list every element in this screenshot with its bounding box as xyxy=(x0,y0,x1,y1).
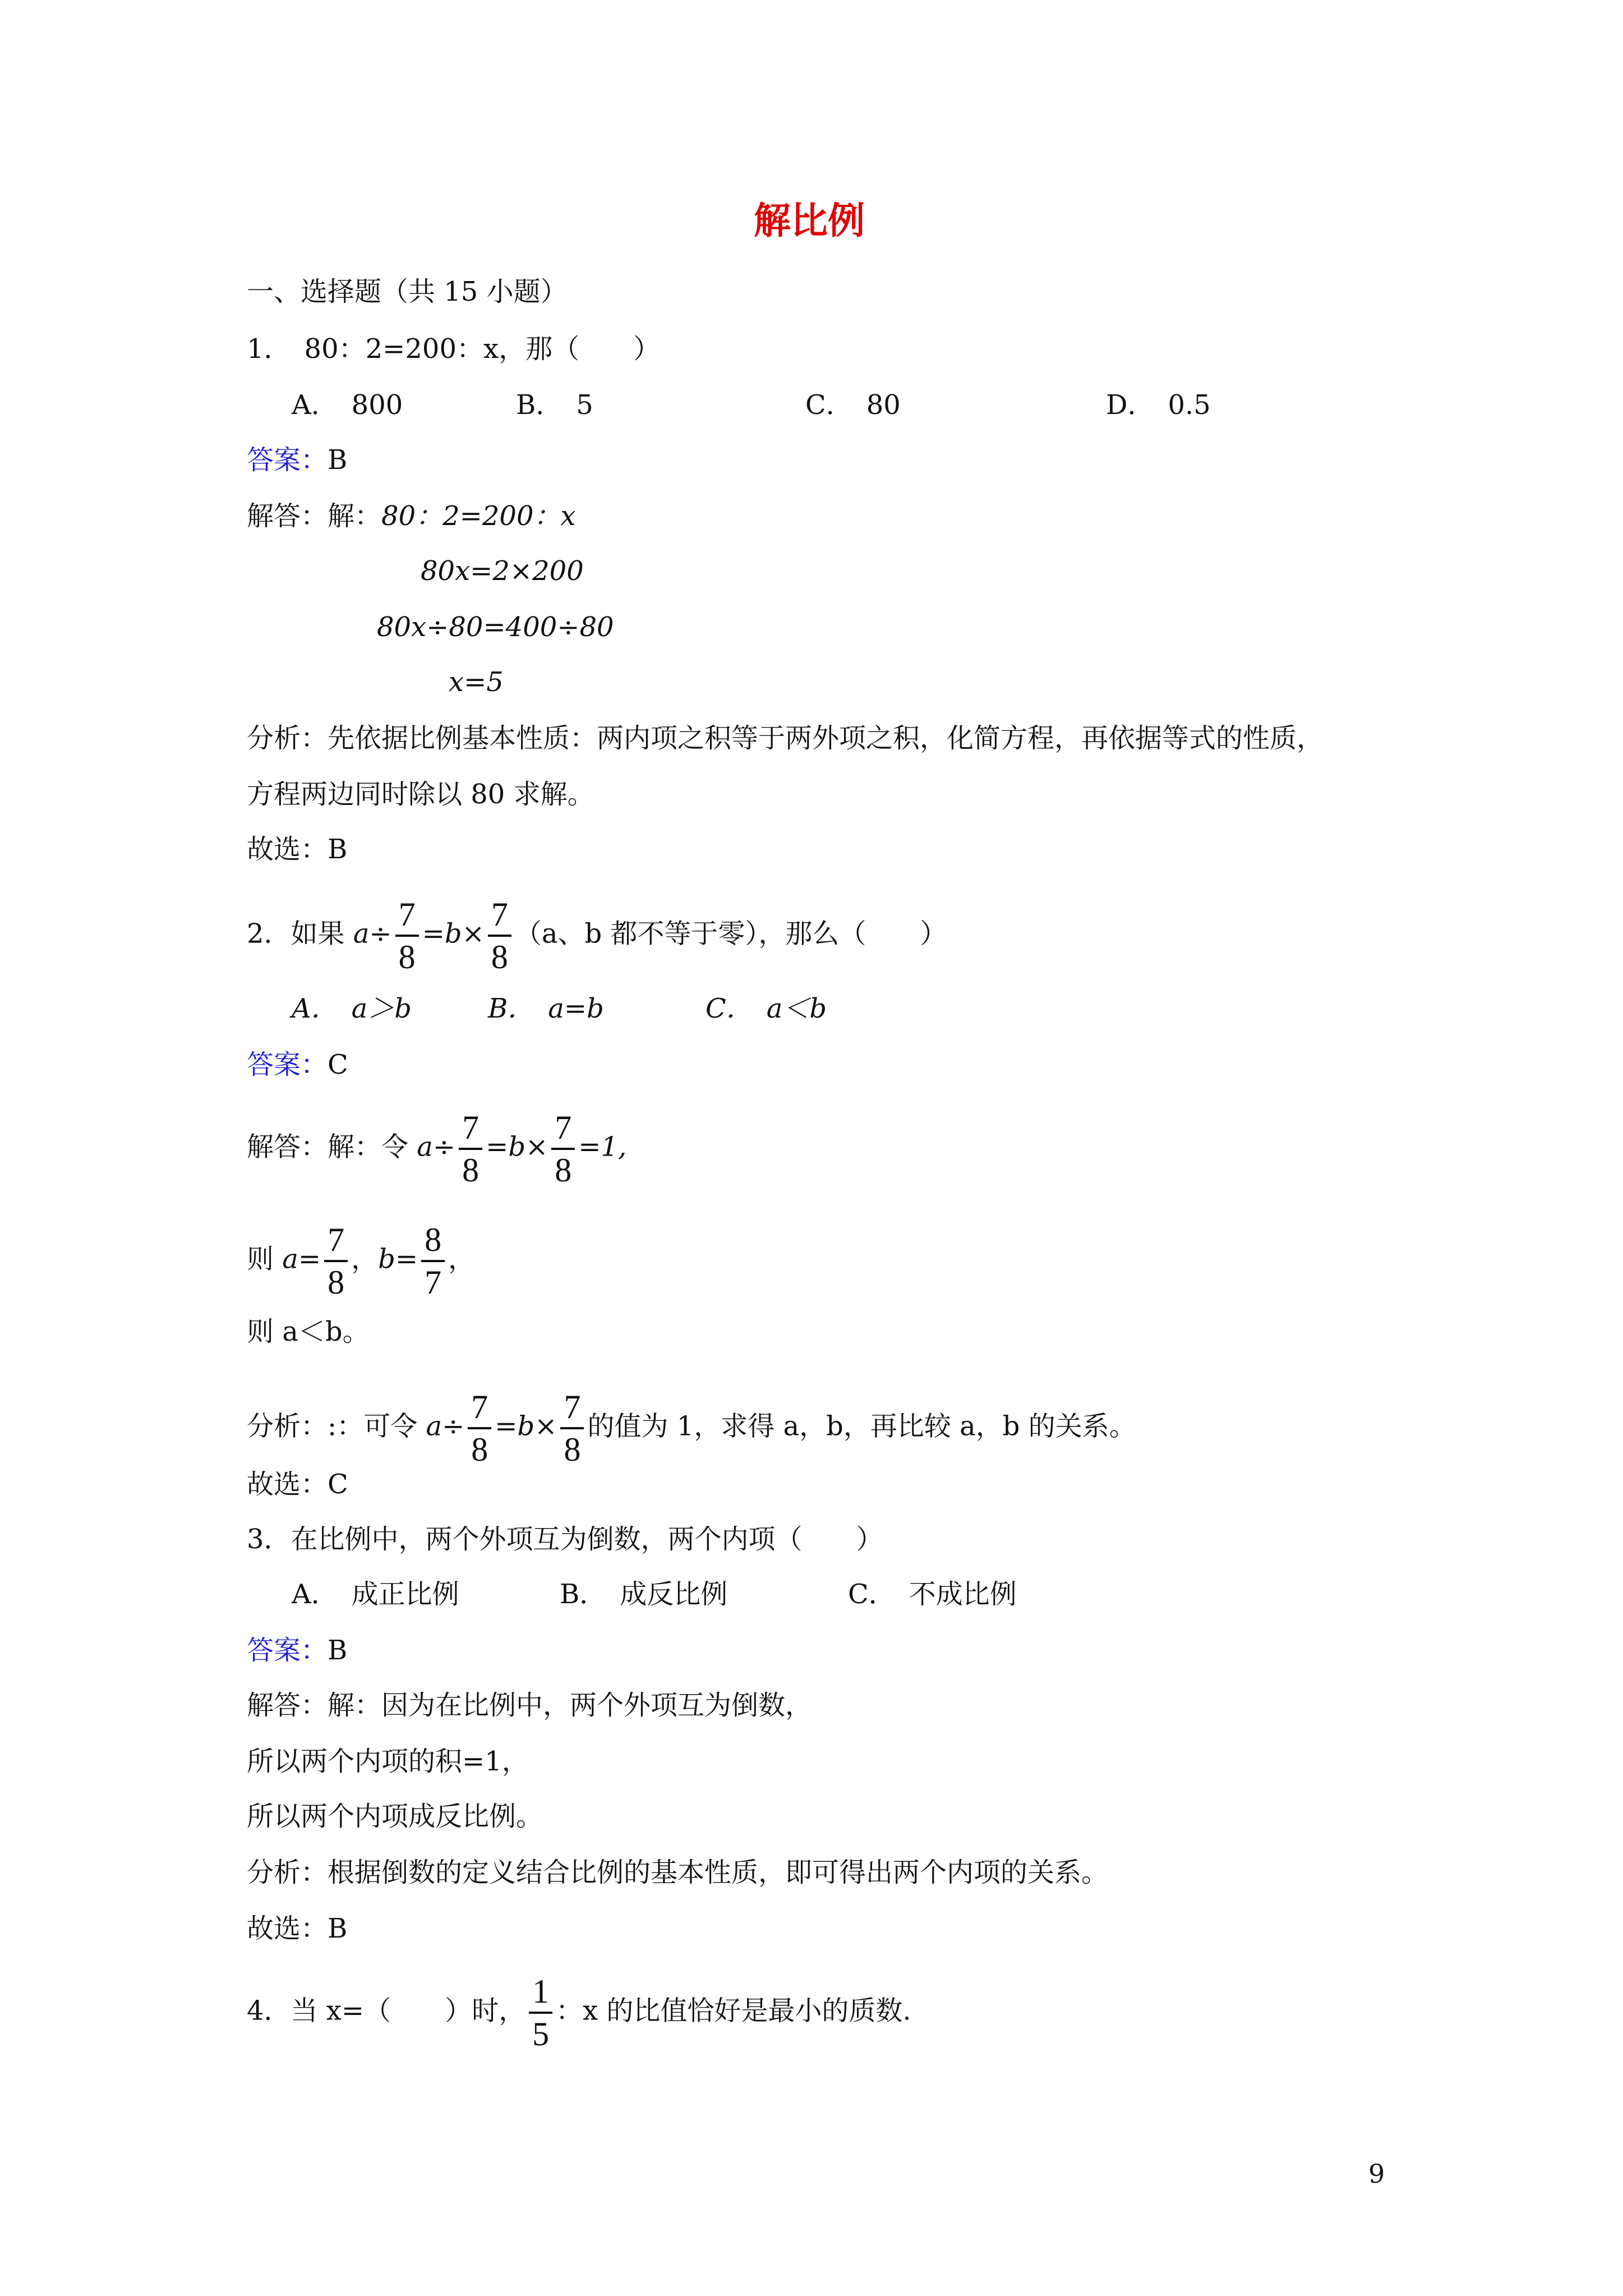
q2-stem-eq-b-times: =b× xyxy=(422,918,485,950)
q1-analysis-line-2: 方程两边同时除以 80 求解。 xyxy=(247,779,594,810)
choose-label: 故选： xyxy=(247,834,328,865)
analysis-label: 分析： xyxy=(247,1857,328,1888)
q3-answer-value: B xyxy=(328,1635,348,1666)
q3-analysis-line xyxy=(247,1859,1108,1886)
q4-stem xyxy=(247,1975,911,2051)
q1-analysis-text-1: 先依据比例基本性质：两内项之积等于两外项之积，化简方程，再依据等式的性质， xyxy=(328,723,1324,754)
fraction-numerator: 7 xyxy=(560,1390,584,1429)
fraction-denominator: 8 xyxy=(564,1431,581,1468)
q2-choose-line xyxy=(247,1471,348,1498)
choose-label: 故选： xyxy=(247,1469,328,1500)
q3-analysis-text: 根据倒数的定义结合比例的基本性质，即可得出两个内项的关系。 xyxy=(328,1857,1109,1888)
solution-label: 解答： xyxy=(247,1690,328,1721)
q4-stem-fraction xyxy=(529,1975,552,2051)
analysis-label: 分析： xyxy=(247,1410,328,1442)
q1-solution-step-2: 80x=2×200 xyxy=(421,555,584,587)
q3-option-a: A． 成正比例 xyxy=(292,1579,459,1610)
q2-option-c: C． a＜b xyxy=(706,993,827,1024)
solution-label: 解答： xyxy=(247,500,328,532)
q3-stem: 3．在比例中，两个外项互为倒数，两个内项（ ） xyxy=(247,1524,883,1555)
q3-solution-text-1: 解：因为在比例中，两个外项互为倒数， xyxy=(328,1690,813,1721)
q2-stem-fraction-1 xyxy=(395,898,419,974)
q3-solution-line-1 xyxy=(247,1692,812,1719)
fraction-denominator: 8 xyxy=(471,1431,488,1468)
q2-analysis-eq-b-times: =b× xyxy=(495,1410,557,1442)
q1-option-a: A． 800 xyxy=(292,389,403,421)
fraction-numerator: 7 xyxy=(395,898,419,937)
q2-solution-line-2 xyxy=(247,1223,475,1299)
q2-solution-fraction-1 xyxy=(459,1111,482,1187)
q2-a-fraction xyxy=(324,1223,348,1299)
q1-choose-value: B xyxy=(328,834,348,865)
q3-option-c: C． 不成比例 xyxy=(848,1579,1017,1610)
q2-solution-prefix: 解：令 xyxy=(328,1131,417,1163)
q1-answer-value: B xyxy=(328,444,348,476)
q1-stem: 1． 80：2=200：x，那（ ） xyxy=(247,333,661,365)
q2-then: 则 xyxy=(247,1243,283,1275)
q2-analysis-suffix: 的值为 1，求得 a，b，再比较 a，b 的关系。 xyxy=(587,1410,1136,1442)
fraction-numerator: 7 xyxy=(488,898,511,937)
fraction-denominator: 8 xyxy=(328,1264,345,1301)
q2-solution-eq-b-times: =b× xyxy=(486,1131,548,1163)
fraction-denominator: 8 xyxy=(462,1152,479,1189)
fraction-denominator: 8 xyxy=(491,938,508,976)
fraction-numerator: 7 xyxy=(324,1223,348,1262)
fraction-numerator: 7 xyxy=(459,1111,482,1150)
q3-choose-line xyxy=(247,1915,347,1942)
q2-stem-a-div: a÷ xyxy=(353,918,392,950)
solution-label: 解答： xyxy=(247,1131,328,1163)
q2-solution-eq-one: =1, xyxy=(578,1131,627,1163)
q2-stem-fraction-2 xyxy=(488,898,511,974)
q1-option-c: C． 80 xyxy=(805,389,901,421)
q1-solution-line xyxy=(247,500,576,532)
q3-solution-line-3: 所以两个内项成反比例。 xyxy=(247,1801,543,1832)
q4-stem-prefix: 4．当 x=（ ）时， xyxy=(247,1995,526,2027)
q1-solution-step-3: 80x÷80=400÷80 xyxy=(377,611,614,643)
q2-comma: ， xyxy=(351,1243,379,1275)
fraction-denominator: 7 xyxy=(425,1264,442,1301)
section-heading: 一、选择题（共 15 小题） xyxy=(247,276,568,307)
answer-label: 答案： xyxy=(247,1635,328,1666)
q2-analysis-prefix: :：可令 xyxy=(328,1410,426,1442)
choose-label: 故选： xyxy=(247,1913,328,1944)
fraction-numerator: 1 xyxy=(529,1975,552,2014)
q1-answer-line xyxy=(247,444,348,476)
fraction-denominator: 8 xyxy=(555,1152,572,1189)
q1-option-b: B． 5 xyxy=(516,389,593,421)
analysis-label: 分析： xyxy=(247,723,328,754)
q2-analysis-fraction-2 xyxy=(560,1390,584,1466)
q2-stem-suffix: （a、b 都不等于零），那么（ ） xyxy=(514,918,947,950)
q2-stem xyxy=(247,898,947,974)
fraction-denominator: 5 xyxy=(532,2016,550,2053)
q2-solution-fraction-2 xyxy=(551,1111,575,1187)
q2-stem-prefix: 2．如果 xyxy=(247,918,353,950)
q2-answer-value: C xyxy=(328,1049,348,1080)
q2-b-fraction xyxy=(421,1223,445,1299)
q2-solution-line-3: 则 a＜b。 xyxy=(247,1316,370,1347)
answer-label: 答案： xyxy=(247,1049,328,1080)
q3-option-b: B． 成反比例 xyxy=(560,1579,728,1610)
q1-solution-step-1: 80：2=200：x xyxy=(381,500,576,532)
q2-solution-a-div: a÷ xyxy=(417,1131,456,1163)
q1-solution-prefix: 解： xyxy=(328,500,382,532)
q2-choose-value: C xyxy=(328,1469,348,1500)
q1-option-d: D． 0.5 xyxy=(1106,389,1211,421)
q1-choose-line xyxy=(247,836,347,863)
q4-stem-suffix: ：x 的比值恰好是最小的质数. xyxy=(556,1995,911,2027)
q3-solution-line-2: 所以两个内项的积=1， xyxy=(247,1746,529,1777)
q1-analysis-line-1 xyxy=(247,725,1324,752)
q2-b-eq: b= xyxy=(378,1243,418,1275)
q2-option-a: A． a＞b xyxy=(292,993,412,1024)
answer-label: 答案： xyxy=(247,444,328,476)
document-title: 解比例 xyxy=(754,199,865,242)
q2-option-b: B． a=b xyxy=(488,993,604,1024)
q2-comma-end: ， xyxy=(448,1243,476,1275)
fraction-denominator: 8 xyxy=(398,938,416,976)
q2-answer-line xyxy=(247,1051,348,1078)
fraction-numerator: 7 xyxy=(468,1390,491,1429)
q2-analysis-fraction-1 xyxy=(468,1390,491,1466)
q2-solution-line-1 xyxy=(247,1111,626,1187)
q2-analysis-line xyxy=(247,1390,1136,1466)
q1-solution-step-4: x=5 xyxy=(449,666,504,698)
fraction-numerator: 7 xyxy=(551,1111,575,1150)
page-number: 9 xyxy=(1368,2159,1385,2189)
q3-answer-line xyxy=(247,1637,347,1664)
fraction-numerator: 8 xyxy=(421,1223,445,1262)
q3-choose-value: B xyxy=(328,1913,348,1944)
q2-analysis-a-div: a÷ xyxy=(426,1410,465,1442)
q2-a-eq: a= xyxy=(282,1243,321,1275)
